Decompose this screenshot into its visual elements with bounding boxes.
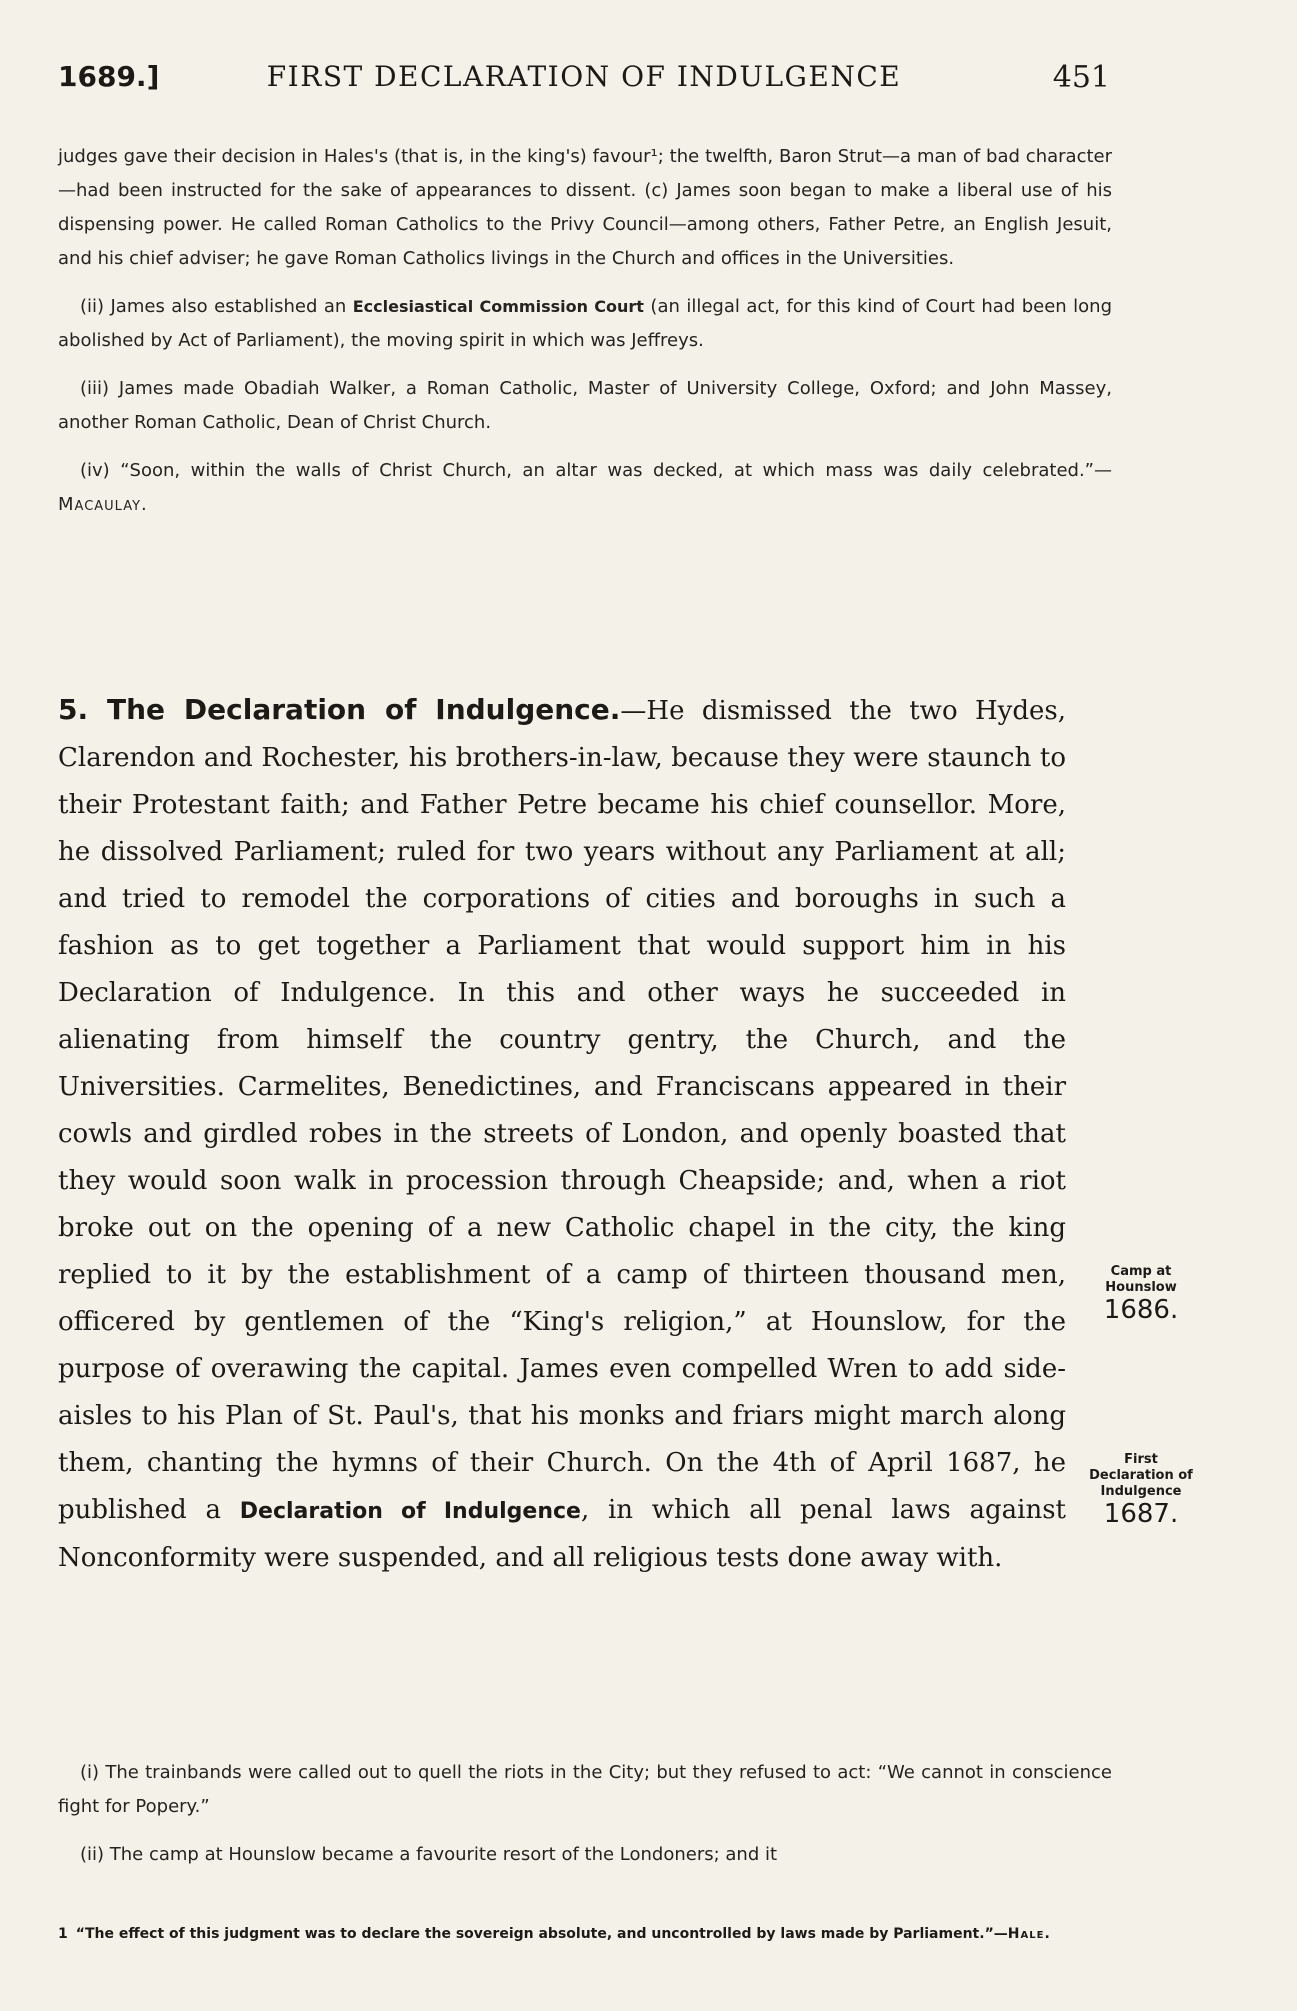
note-ii-text-b: (an illegal act, for this kind of Court had been long abolished by Act of Parliament), the moving spirit in which was Jeffreys. <box>58 296 1112 351</box>
section-5 <box>58 686 1066 1582</box>
note-paragraph-c: judges gave their decision in Hales's (that is, in the king's) favour¹; the twelfth, Baron Strut—a man of bad character—had been instructed for the sake of appearances to dissent. (c) James soon began to make a liberal use of his dispensing power. He called Roman Catholics to the Privy Council—among others, Father Petre, an English Jesuit, and his chief adviser; he gave Roman Catholics livings in the Church and offices in the Universities. <box>58 146 1112 269</box>
side-note-camp-label: Camp at Hounslow <box>1105 1264 1177 1295</box>
side-note-camp-year: 1686. <box>1103 1295 1179 1325</box>
footnote-text: “The effect of this judgment was to declare the sovereign absolute, and uncontrolled by laws made by Parliament.”— <box>75 1926 1008 1942</box>
bottom-note-ii: (ii) The camp at Hounslow became a favourite resort of the Londoners; and it <box>80 1844 778 1865</box>
note-paragraph-ii <box>58 290 1112 358</box>
bottom-note-i: (i) The trainbands were called out to quell the riots in the City; but they refused to act: “We cannot in conscience fight for Popery.” <box>58 1762 1112 1817</box>
side-note-camp <box>1086 1264 1196 1324</box>
note-paragraph-iv <box>58 454 1112 522</box>
section-body-b: , in which all penal laws against Nonconformity were suspended, and all religious tests done away with. <box>58 1495 1066 1573</box>
page-number: 451 <box>1052 60 1110 95</box>
note-ii-text-a: (ii) James also established an <box>80 296 353 317</box>
footnote <box>58 1922 1112 1946</box>
header-year: 1689.] <box>58 60 160 93</box>
note-paragraph-iii: (iii) James made Obadiah Walker, a Roman Catholic, Master of University College, Oxford; and John Massey, another Roman Catholic, Dean of Christ Church. <box>58 378 1112 433</box>
side-note-declaration-label: First Declaration of Indulgence <box>1089 1452 1193 1499</box>
footnote-marker: 1 <box>58 1926 68 1942</box>
section-body-a: —He dismissed the two Hydes, Clarendon and Rochester, his brothers-in-law, because they were staunch to their Protestant faith; and Father Petre became his chief counsellor. More, he dissolved Parliament; ruled for two years without any Parliament at all; and tried to remodel the corporations of cities and boroughs in such a fashion as to get together a Parliament that would support him in his Declaration of Indulgence. In this and other ways he succeeded in alienating from himself the country gentry, the Church, and the Universities. Carmelites, Benedictines, and Franciscans appeared in their cowls and girdled robes in the streets of London, and openly boasted that they would soon walk in procession through Cheapside; and, when a riot broke out on the opening of a new Catholic chapel in the city, the king replied to it by the establishment of a camp of thirteen thousand men, officered by gentlemen of the “King's religion,” at Hounslow, for the purpose of overawing the capital. James even compelled Wren to add side-aisles to his Plan of St. Paul's, that his monks and friars might march along them, chanting the hymns of their Church. On the 4th of April 1687, he published a <box>58 696 1066 1525</box>
section-heading: 5. The Declaration of Indulgence. <box>58 693 621 726</box>
ecclesiastical-court-term: Ecclesiastical Commission Court <box>352 297 644 316</box>
declaration-term: Declaration of Indulgence <box>239 1499 581 1524</box>
header-title: FIRST DECLARATION OF INDULGENCE <box>266 60 902 93</box>
side-note-declaration-year: 1687. <box>1103 1499 1179 1529</box>
running-header <box>58 60 1110 110</box>
footnote-author: Hale. <box>1007 1926 1051 1942</box>
bottom-notes <box>58 1756 1112 1886</box>
note-iv-quote: (iv) “Soon, within the walls of Christ Church, an altar was decked, at which mass was daily celebrated.”— <box>80 460 1112 481</box>
note-iv-author: Macaulay. <box>58 494 148 515</box>
top-notes <box>58 140 1112 536</box>
side-note-declaration <box>1086 1452 1196 1528</box>
